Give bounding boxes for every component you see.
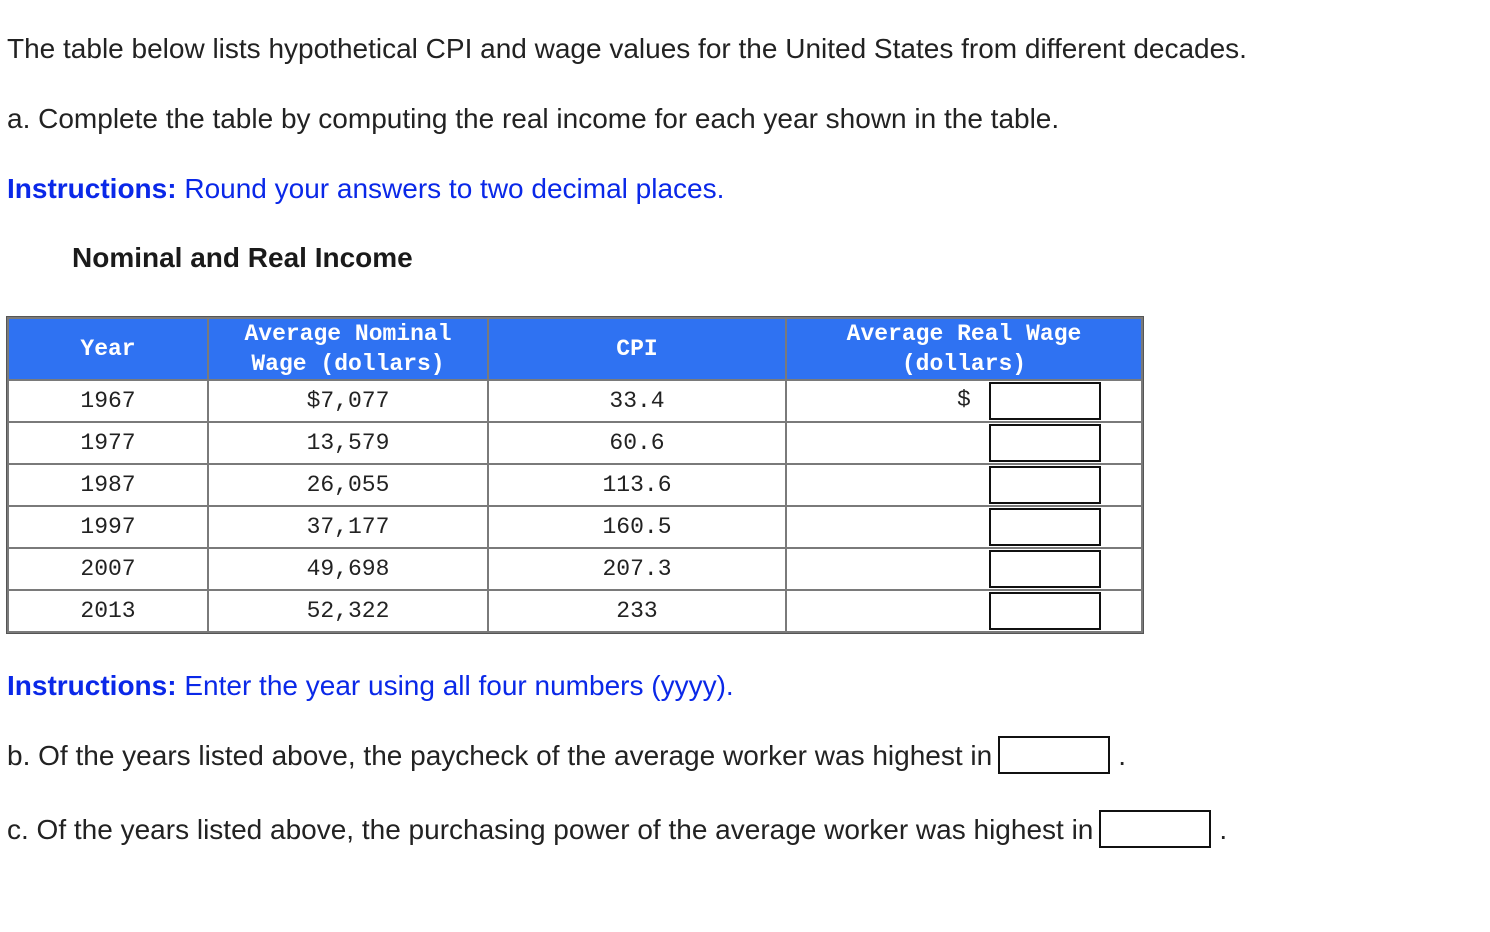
year-cell: 1977 xyxy=(9,423,207,463)
nominal-wage-cell: $7,077 xyxy=(209,381,487,421)
year-cell: 1987 xyxy=(9,465,207,505)
instructions-label: Instructions: xyxy=(7,173,177,204)
cpi-cell: 113.6 xyxy=(489,465,785,505)
cpi-cell: 207.3 xyxy=(489,549,785,589)
part-b xyxy=(7,738,1126,774)
real-wage-input-1967[interactable] xyxy=(989,382,1101,420)
part-c xyxy=(7,812,1227,848)
part-b-period: . xyxy=(1118,740,1126,771)
cpi-cell: 60.6 xyxy=(489,423,785,463)
part-b-text: b. Of the years listed above, the paycheck of the average worker was highest in xyxy=(7,740,993,771)
real-wage-cell xyxy=(787,465,1141,505)
nominal-wage-cell: 13,579 xyxy=(209,423,487,463)
income-table xyxy=(6,316,1144,634)
header-year: Year xyxy=(9,319,207,379)
part-b-input[interactable] xyxy=(998,736,1110,774)
real-wage-input-2013[interactable] xyxy=(989,592,1101,630)
table-header-row xyxy=(9,319,1141,379)
real-wage-input-1977[interactable] xyxy=(989,424,1101,462)
year-cell: 2013 xyxy=(9,591,207,631)
header-nominal-line2: Wage (dollars) xyxy=(251,351,445,377)
table-row xyxy=(9,549,1141,589)
instructions-year xyxy=(7,668,734,704)
year-cell: 2007 xyxy=(9,549,207,589)
real-wage-cell xyxy=(787,591,1141,631)
header-nominal-line1: Average Nominal xyxy=(244,321,452,347)
year-cell: 1967 xyxy=(9,381,207,421)
instructions-text: Round your answers to two decimal places. xyxy=(176,173,725,204)
part-c-input[interactable] xyxy=(1099,810,1211,848)
instructions-label: Instructions: xyxy=(7,670,177,701)
part-c-period: . xyxy=(1219,814,1228,845)
real-wage-cell xyxy=(787,507,1141,547)
header-real-wage xyxy=(787,319,1141,379)
real-wage-input-1997[interactable] xyxy=(989,508,1101,546)
table-row xyxy=(9,423,1141,463)
real-wage-cell xyxy=(787,381,1141,421)
year-cell: 1997 xyxy=(9,507,207,547)
real-wage-input-1987[interactable] xyxy=(989,466,1101,504)
header-nominal-wage xyxy=(209,319,487,379)
header-real-line2: (dollars) xyxy=(901,351,1027,377)
table-row xyxy=(9,507,1141,547)
part-c-text: c. Of the years listed above, the purchasing power of the average worker was highest in xyxy=(7,814,1094,845)
nominal-wage-cell: 26,055 xyxy=(209,465,487,505)
intro-text: The table below lists hypothetical CPI and wage values for the United States from different decades. xyxy=(7,33,1247,64)
cpi-cell: 160.5 xyxy=(489,507,785,547)
instructions-rounding xyxy=(7,171,724,207)
header-real-line1: Average Real Wage xyxy=(846,321,1082,347)
real-wage-cell xyxy=(787,423,1141,463)
real-wage-input-2007[interactable] xyxy=(989,550,1101,588)
dollar-sign: $ xyxy=(957,387,971,413)
table-row xyxy=(9,465,1141,505)
nominal-wage-cell: 49,698 xyxy=(209,549,487,589)
cpi-cell: 33.4 xyxy=(489,381,785,421)
nominal-wage-cell: 52,322 xyxy=(209,591,487,631)
cpi-cell: 233 xyxy=(489,591,785,631)
nominal-wage-cell: 37,177 xyxy=(209,507,487,547)
table-row xyxy=(9,591,1141,631)
table-row xyxy=(9,381,1141,421)
real-wage-cell xyxy=(787,549,1141,589)
instructions-text: Enter the year using all four numbers (yyyy). xyxy=(176,670,734,701)
header-cpi: CPI xyxy=(489,319,785,379)
table-title: Nominal and Real Income xyxy=(72,242,413,273)
part-a-text: a. Complete the table by computing the real income for each year shown in the table. xyxy=(7,103,1060,134)
